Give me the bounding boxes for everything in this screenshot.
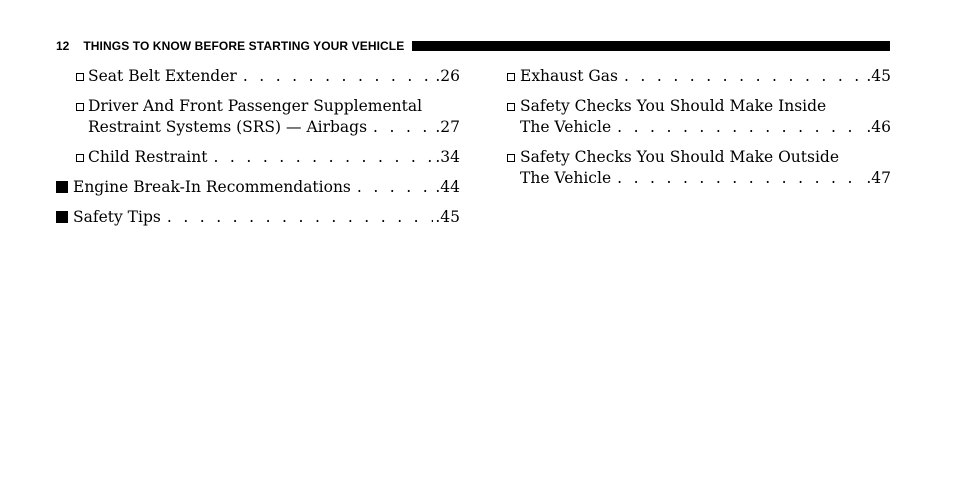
hollow-square-bullet-icon	[507, 154, 515, 162]
hollow-square-bullet-icon	[76, 154, 84, 162]
toc-page-number: .47	[866, 169, 891, 187]
toc-entry-seat-belt-extender[interactable]	[56, 66, 460, 87]
dot-leader	[213, 147, 433, 168]
toc-entry-safety-checks-inside[interactable]	[507, 96, 891, 138]
hollow-square-bullet-icon	[507, 103, 515, 111]
dot-leader	[373, 117, 433, 138]
toc-entry-title: Seat Belt Extender	[88, 67, 237, 85]
toc-page-number: .26	[435, 67, 460, 85]
hollow-square-bullet-icon	[76, 73, 84, 81]
toc-page-number: .46	[866, 118, 891, 136]
header-rule	[412, 41, 890, 51]
toc-entry-title: Safety Tips	[73, 208, 161, 226]
toc-entry-title: Child Restraint	[88, 148, 208, 166]
toc-entry-safety-tips[interactable]	[56, 207, 460, 228]
dot-leader	[357, 177, 433, 198]
dot-leader	[624, 66, 864, 87]
toc-entry-title: Engine Break-In Recommendations	[73, 178, 351, 196]
toc-entry-safety-checks-outside[interactable]	[507, 147, 891, 189]
filled-square-bullet-icon	[56, 211, 68, 223]
toc-page-number: .45	[866, 67, 891, 85]
toc-entry-title: Safety Checks You Should Make Inside	[520, 97, 827, 115]
toc-left-column	[56, 66, 460, 237]
toc-entry-child-restraint[interactable]	[56, 147, 460, 168]
toc-entry-title: Driver And Front Passenger Supplemental	[88, 97, 423, 115]
toc-entry-engine-break-in[interactable]	[56, 177, 460, 198]
page-number: 12	[56, 39, 70, 53]
toc-entry-title-continued: The Vehicle	[520, 169, 612, 187]
toc-entry-exhaust-gas[interactable]	[507, 66, 891, 87]
toc-page-number: .45	[435, 208, 460, 226]
toc-page-number: .27	[435, 118, 460, 136]
toc-entry-title: Exhaust Gas	[520, 67, 618, 85]
page-header	[56, 38, 890, 54]
hollow-square-bullet-icon	[76, 103, 84, 111]
toc-entry-title: Safety Checks You Should Make Outside	[520, 148, 840, 166]
toc-page-number: .44	[435, 178, 460, 196]
toc-right-column	[507, 66, 891, 198]
hollow-square-bullet-icon	[507, 73, 515, 81]
toc-entry-title-continued: The Vehicle	[520, 118, 612, 136]
dot-leader	[243, 66, 434, 87]
toc-entry-srs-airbags[interactable]	[56, 96, 460, 138]
dot-leader	[167, 207, 433, 228]
toc-entry-title-continued: Restraint Systems (SRS) — Airbags	[88, 118, 368, 136]
dot-leader	[617, 117, 864, 138]
toc-page-number: .34	[435, 148, 460, 166]
section-title: THINGS TO KNOW BEFORE STARTING YOUR VEHICLE	[83, 39, 405, 53]
dot-leader	[617, 168, 864, 189]
filled-square-bullet-icon	[56, 181, 68, 193]
